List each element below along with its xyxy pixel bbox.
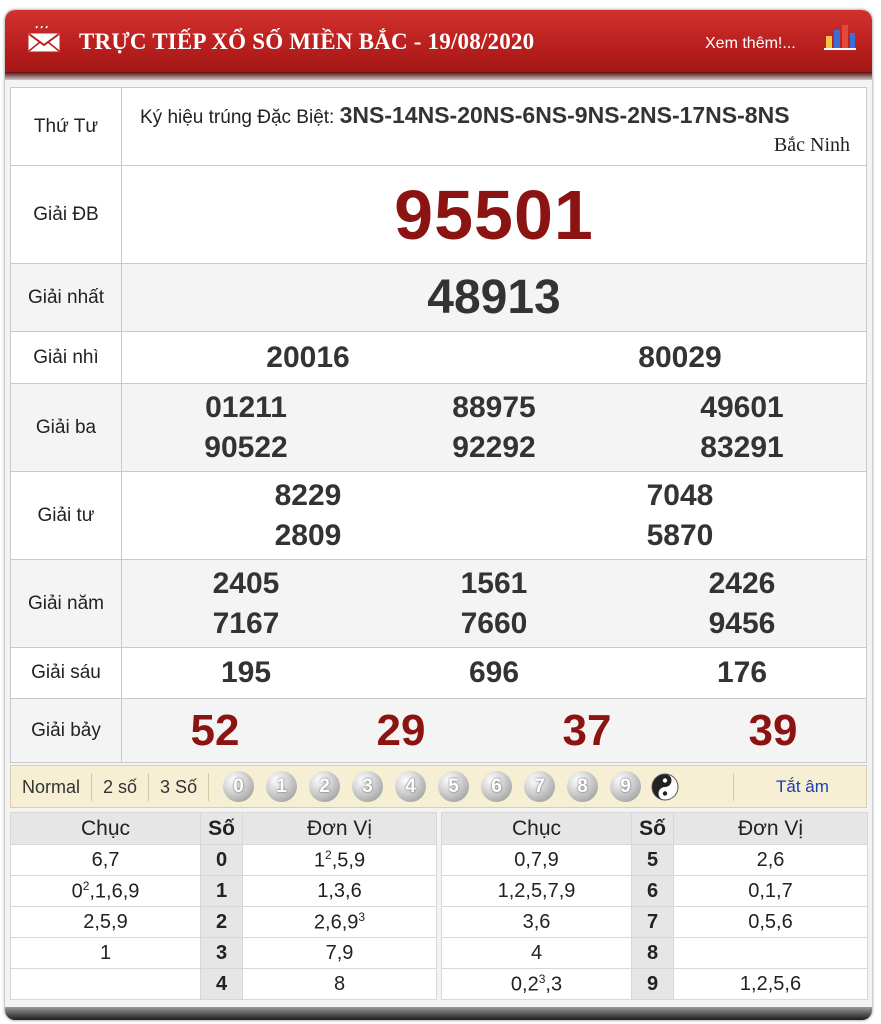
don-vi-cell: 0,1,7 [674, 876, 868, 907]
loto-row [11, 938, 437, 969]
head-digit: 5 [632, 845, 674, 876]
header-chuc: Chục [11, 813, 201, 845]
yin-yang-icon[interactable] [651, 773, 679, 801]
don-vi-cell [674, 938, 868, 969]
digit-ball-6[interactable]: 6 [481, 771, 512, 802]
header-so: Số [201, 813, 243, 845]
mail-icon [27, 26, 61, 52]
kyhieu-cell [122, 88, 867, 166]
special-prize-number: 95501 [394, 175, 594, 254]
prize-number: 195 [220, 656, 272, 689]
prize-number: 39 [748, 705, 798, 755]
prize-label-db: Giải ĐB [11, 166, 122, 264]
option-normal[interactable]: Normal [11, 773, 92, 801]
loto-row [11, 907, 437, 938]
prize-label-4: Giải tư [11, 472, 122, 560]
prize-number: 176 [716, 656, 768, 689]
day-label: Thứ Tư [11, 88, 122, 166]
province: Bắc Ninh [773, 134, 850, 156]
prize-6-cell [122, 648, 867, 699]
option-2-digits[interactable]: 2 số [92, 773, 149, 801]
digit-ball-7[interactable]: 7 [524, 771, 555, 802]
chuc-cell: 4 [442, 938, 632, 969]
prize-label-1: Giải nhất [11, 264, 122, 332]
loto-row [11, 969, 437, 1000]
kyhieu-label: Ký hiệu trúng Đặc Biệt: [140, 107, 335, 128]
prize-number: 8229 [274, 478, 342, 512]
widget-footer [5, 1007, 872, 1020]
chuc-cell: 1,2,5,7,9 [442, 876, 632, 907]
prize-db-cell [122, 166, 867, 264]
head-digit: 4 [201, 969, 243, 1000]
prize-number: 7048 [646, 478, 714, 512]
loto-row [442, 969, 868, 1000]
prize-number: 5870 [646, 518, 714, 552]
prize-number: 83291 [700, 430, 784, 464]
head-digit: 7 [632, 907, 674, 938]
prize-4-cell [122, 472, 867, 560]
don-vi-cell: $1^2,5,9$ [243, 845, 437, 876]
prize-1-cell [122, 264, 867, 332]
prize-number: 92292 [452, 430, 536, 464]
chuc-cell [11, 969, 201, 1000]
digit-ball-8[interactable]: 8 [567, 771, 598, 802]
option-3-digits[interactable]: 3 Số [149, 773, 209, 801]
prize-number: 90522 [204, 430, 288, 464]
prize-number: 696 [468, 656, 520, 689]
prize-label-2: Giải nhì [11, 332, 122, 384]
chuc-cell: 0,7,9 [442, 845, 632, 876]
loto-table-left [10, 812, 437, 1000]
head-digit: 0 [201, 845, 243, 876]
header-don-vi: Đơn Vị [243, 813, 437, 845]
see-more-link[interactable]: Xem thêm!... [705, 35, 796, 52]
prize-label-7: Giải bảy [11, 699, 122, 763]
digit-ball-0[interactable]: 0 [223, 771, 254, 802]
first-prize-number: 48913 [427, 271, 561, 324]
chuc-cell: 3,6 [442, 907, 632, 938]
prize-number: 7660 [460, 606, 528, 640]
prize-number: 20016 [266, 340, 350, 374]
digit-filter [223, 771, 679, 802]
digit-ball-3[interactable]: 3 [352, 771, 383, 802]
don-vi-cell: 0,5,6 [674, 907, 868, 938]
head-digit: 1 [201, 876, 243, 907]
header-so: Số [632, 813, 674, 845]
prize-number: 2405 [212, 566, 280, 600]
prize-number: 9456 [708, 606, 776, 640]
prize-3-cell [122, 384, 867, 472]
prize-number: 88975 [452, 390, 536, 424]
digit-ball-4[interactable]: 4 [395, 771, 426, 802]
don-vi-cell: 8 [243, 969, 437, 1000]
header-don-vi: Đơn Vị [674, 813, 868, 845]
loto-table-right [441, 812, 868, 1000]
bar-chart-icon[interactable] [823, 22, 857, 52]
chuc-cell: 6,7 [11, 845, 201, 876]
don-vi-cell: 2,6 [674, 845, 868, 876]
head-digit: 6 [632, 876, 674, 907]
chuc-cell: $0,2^3,3$ [442, 969, 632, 1000]
loto-row [442, 907, 868, 938]
prize-number: 2809 [274, 518, 342, 552]
prize-number: 7167 [212, 606, 280, 640]
prize-label-5: Giải năm [11, 560, 122, 648]
results-table [10, 87, 867, 763]
don-vi-cell: 1,3,6 [243, 876, 437, 907]
loto-row [11, 876, 437, 907]
head-digit: 2 [201, 907, 243, 938]
prize-2-cell [122, 332, 867, 384]
don-vi-cell: 7,9 [243, 938, 437, 969]
chuc-cell: 1 [11, 938, 201, 969]
don-vi-cell: 2,6,9$^3$ [243, 907, 437, 938]
prize-label-3: Giải ba [11, 384, 122, 472]
loto-row [442, 876, 868, 907]
prize-number: 80029 [638, 340, 722, 374]
kyhieu-value: 3NS-14NS-20NS-6NS-9NS-2NS-17NS-8NS [339, 102, 790, 128]
prize-number: 37 [562, 705, 612, 755]
digit-ball-5[interactable]: 5 [438, 771, 469, 802]
prize-number: 01211 [205, 390, 287, 424]
digit-ball-1[interactable]: 1 [266, 771, 297, 802]
chuc-cell: $0^2,1,6,9$ [11, 876, 201, 907]
prize-number: 52 [190, 705, 240, 755]
loto-row [11, 845, 437, 876]
don-vi-cell: 1,2,5,6 [674, 969, 868, 1000]
display-toolbar [10, 765, 867, 808]
prize-number: 2426 [708, 566, 776, 600]
prize-number: 29 [376, 705, 426, 755]
head-digit: 8 [632, 938, 674, 969]
head-digit: 3 [201, 938, 243, 969]
prize-number: 49601 [700, 390, 784, 424]
header-shadow [5, 72, 872, 80]
prize-7-cell [122, 699, 867, 763]
header-chuc: Chục [442, 813, 632, 845]
digit-ball-9[interactable]: 9 [610, 771, 641, 802]
loto-row [442, 845, 868, 876]
prize-5-cell [122, 560, 867, 648]
digit-ball-2[interactable]: 2 [309, 771, 340, 802]
prize-number: 1561 [460, 566, 528, 600]
chuc-cell: 2,5,9 [11, 907, 201, 938]
lottery-widget [5, 10, 872, 1020]
prize-label-6: Giải sáu [11, 648, 122, 699]
mute-toggle[interactable]: Tắt âm [733, 773, 829, 801]
widget-header [5, 10, 872, 72]
widget-title: TRỰC TIẾP XỔ SỐ MIỀN BẮC - 19/08/2020 [79, 29, 535, 54]
loto-row [442, 938, 868, 969]
head-digit: 9 [632, 969, 674, 1000]
